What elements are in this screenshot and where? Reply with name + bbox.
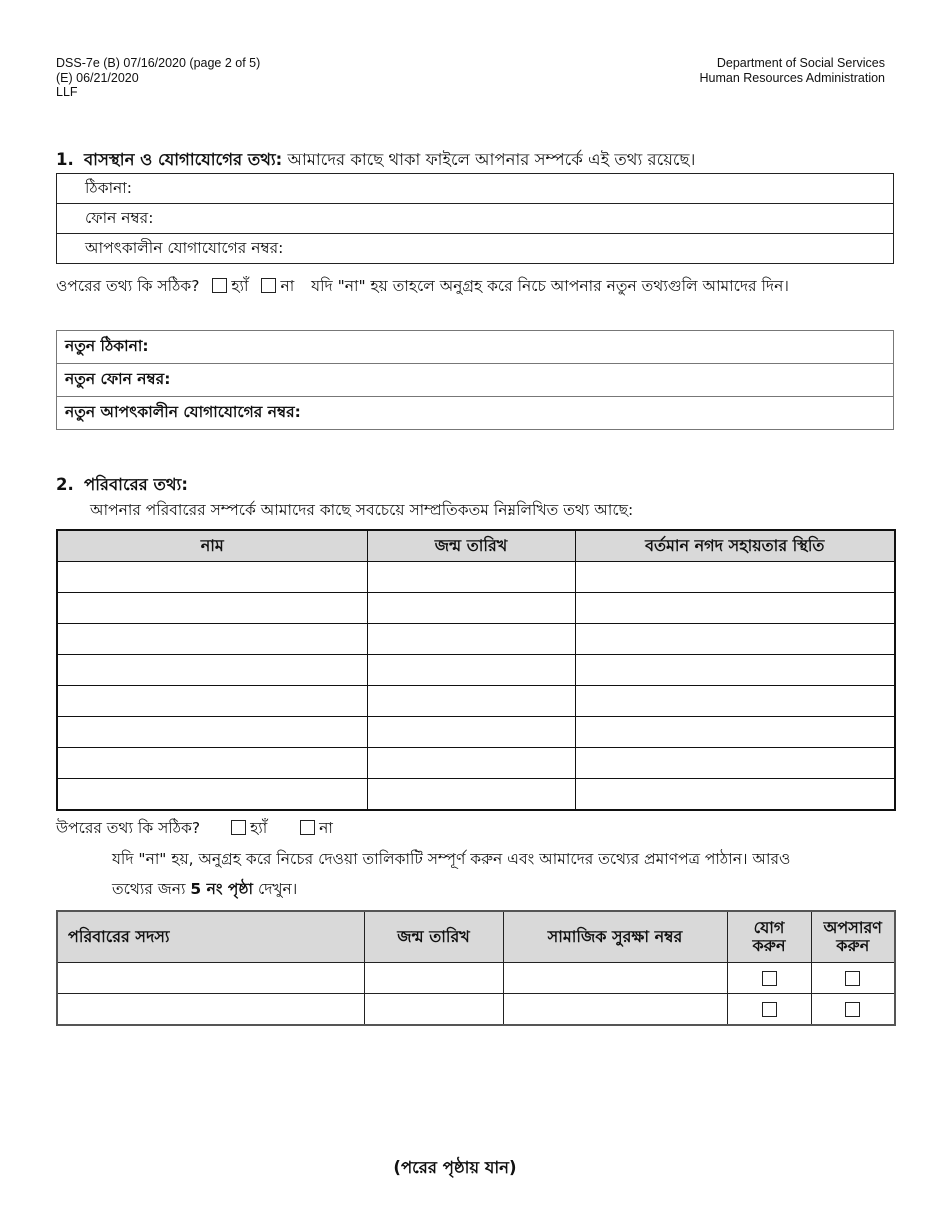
remove-checkbox[interactable] [845, 1002, 860, 1017]
table-cell [367, 593, 575, 624]
section-number: 2. [56, 475, 74, 494]
administration-name: Human Resources Administration [699, 70, 885, 85]
household-intro: আপনার পরিবারের সম্পর্কে আমাদের কাছে সবচেয়ে সাম্প্রতিকতম নিম্নলিখিত তথ্য আছে: [90, 501, 634, 519]
table-cell [367, 779, 575, 811]
table-row [57, 748, 895, 779]
table-cell [367, 562, 575, 593]
phone-field: ফোন নম্বর: [57, 204, 894, 234]
section-2-heading [56, 472, 188, 499]
remove-checkbox[interactable] [845, 971, 860, 986]
column-header-ssn: সামাজিক সুরক্ষা নম্বর [503, 911, 727, 963]
table-cell [575, 624, 895, 655]
new-contact-table [56, 330, 894, 430]
table-cell [575, 717, 895, 748]
ssn-input[interactable] [503, 963, 727, 994]
department-name: Department of Social Services [716, 56, 885, 70]
form-header-left [56, 56, 260, 100]
member-input[interactable] [57, 994, 364, 1026]
section-description: আমাদের কাছে থাকা ফাইলে আপনার সম্পর্কে এই তথ্য রয়েছে। [282, 150, 696, 169]
table-cell [367, 624, 575, 655]
column-header-member: পরিবারের সদস্য [57, 911, 364, 963]
table-row [57, 655, 895, 686]
table-cell [57, 593, 367, 624]
yes-label: হ্যাঁ [231, 277, 249, 295]
new-phone-field[interactable]: নতুন ফোন নম্বর: [57, 364, 894, 397]
update-instruction: যদি "না" হয় তাহলে অনুগ্রহ করে নিচে আপনার নতুন তথ্যগুলি আমাদের দিন। [311, 277, 789, 295]
table-cell [57, 717, 367, 748]
table-cell [575, 779, 895, 811]
new-address-field[interactable]: নতুন ঠিকানা: [57, 331, 894, 364]
section-1-heading [56, 147, 695, 174]
verify-question: উপরের তথ্য কি সঠিক? [56, 819, 201, 837]
address-field: ঠিকানা: [57, 174, 894, 204]
column-header-remove [811, 911, 895, 963]
section-title: বাসস্থান ও যোগাযোগের তথ্য: [84, 150, 283, 169]
table-row [57, 562, 895, 593]
column-header-dob: জন্ম তারিখ [364, 911, 503, 963]
no-label: না [280, 277, 295, 295]
table-cell [575, 593, 895, 624]
household-table [56, 529, 896, 811]
verify-question: ওপরের তথ্য কি সঠিক? [56, 277, 200, 295]
yes-checkbox[interactable] [212, 278, 227, 293]
table-row [57, 717, 895, 748]
table-header-row [57, 911, 895, 963]
dob-input[interactable] [364, 963, 503, 994]
table-row [57, 779, 895, 811]
table-cell [57, 686, 367, 717]
no-checkbox[interactable] [261, 278, 276, 293]
member-input[interactable] [57, 963, 364, 994]
form-edition: (E) 06/21/2020 [56, 70, 139, 85]
yes-checkbox[interactable] [231, 820, 246, 835]
table-cell [367, 686, 575, 717]
changes-instruction-line-2 [112, 877, 297, 903]
ssn-input[interactable] [503, 994, 727, 1026]
section-number: 1. [56, 150, 74, 169]
table-cell [575, 748, 895, 779]
yes-label: হ্যাঁ [250, 819, 268, 837]
table-row [57, 994, 895, 1026]
remove-label-line-1: অপসারণ [823, 918, 882, 937]
table-cell [367, 748, 575, 779]
remove-label-line-2: করুন [836, 936, 870, 955]
table-cell [367, 655, 575, 686]
add-label-line-1: যোগ [753, 918, 785, 937]
emergency-contact-field: আপৎকালীন যোগাযোগের নম্বর: [57, 234, 894, 264]
changes-instruction-line-1: যদি "না" হয়, অনুগ্রহ করে নিচের দেওয়া তালিকাটি সম্পূর্ণ করুন এবং আমাদের তথ্যের প্রমাণপত্র পাঠান। আরও [112, 850, 791, 868]
table-cell [57, 562, 367, 593]
dob-input[interactable] [364, 994, 503, 1026]
new-emergency-contact-field[interactable]: নতুন আপৎকালীন যোগাযোগের নম্বর: [57, 397, 894, 430]
table-row [57, 624, 895, 655]
column-header-name: নাম [57, 530, 367, 562]
household-verify-row [56, 816, 333, 842]
table-row [57, 963, 895, 994]
table-row [57, 686, 895, 717]
table-cell [57, 655, 367, 686]
table-cell [575, 562, 895, 593]
instruction-text: তথ্যের জন্য [112, 880, 191, 898]
household-changes-table [56, 910, 896, 1026]
page-reference: 5 নং পৃষ্ঠা [190, 880, 254, 898]
column-header-add [727, 911, 811, 963]
no-label: না [319, 819, 333, 837]
form-header-right [700, 56, 886, 85]
column-header-status: বর্তমান নগদ সহায়তার স্থিতি [575, 530, 895, 562]
add-checkbox[interactable] [762, 971, 777, 986]
add-label-line-2: করুন [752, 936, 786, 955]
table-cell [57, 779, 367, 811]
table-cell [575, 686, 895, 717]
column-header-dob: জন্ম তারিখ [367, 530, 575, 562]
no-checkbox[interactable] [300, 820, 315, 835]
add-checkbox[interactable] [762, 1002, 777, 1017]
contact-verify-row [56, 274, 789, 300]
table-row [57, 593, 895, 624]
form-code: LLF [56, 85, 78, 99]
section-title: পরিবারের তথ্য: [84, 475, 188, 494]
form-id: DSS-7e (B) 07/16/2020 (page 2 of 5) [56, 56, 261, 70]
table-cell [57, 624, 367, 655]
continue-note: (পরের পৃষ্ঠায় যান) [393, 1158, 517, 1177]
table-cell [575, 655, 895, 686]
table-cell [367, 717, 575, 748]
current-contact-table [56, 173, 894, 264]
table-cell [57, 748, 367, 779]
table-header-row [57, 530, 895, 562]
instruction-text: দেখুন। [253, 880, 298, 898]
